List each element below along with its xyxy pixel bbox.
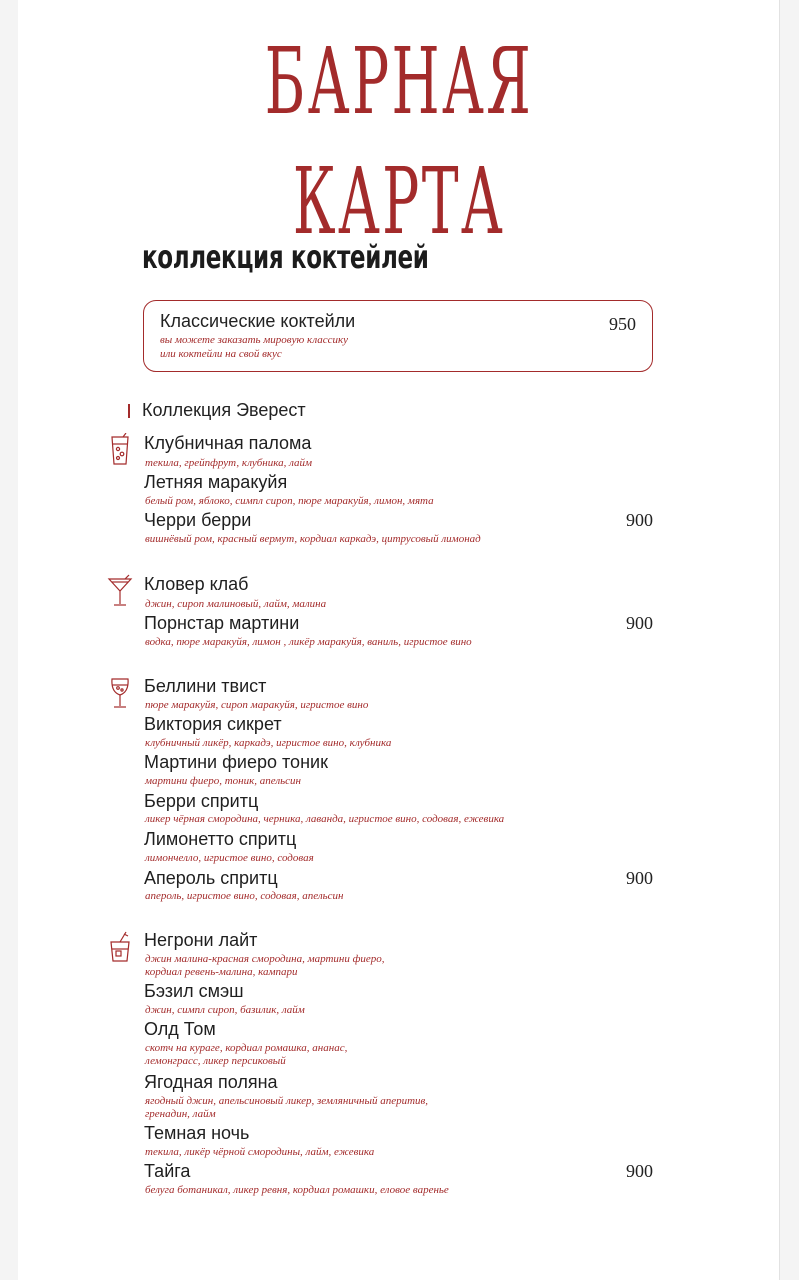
cocktail-desc: белый ром, яблоко, симпл сироп, пюре маракуйя, лимон, мята [145,495,434,507]
cocktail-desc: джин, сироп малиновый, лайм, малина [145,598,327,610]
cocktail-desc: текила, грейпфрут, клубника, лайм [145,457,313,469]
cocktail-desc: скотч на кураге, кордиал ромашка, ананас, [145,1042,348,1054]
cocktail-desc: белуга ботаникал, ликер ревня, кордиал ромашки, еловое варенье [145,1184,449,1196]
classic-cocktails-name: Классические коктейли [160,311,356,331]
group-price: 900 [626,868,653,888]
cocktail-name: Ягодная поляна [144,1072,278,1092]
cocktail-desc: ягодный джин, апельсиновый ликер, земляничный аперитив, [145,1095,429,1107]
rocks-glass-icon [106,930,134,964]
cocktail-name: Порнстар мартини [144,613,300,633]
classic-cocktails-price: 950 [609,314,636,334]
cocktail-desc: кордиал ревень-малина, кампари [145,966,298,978]
page-title: БАРНАЯ КАРТА [264,28,534,255]
page-edge [779,0,780,1280]
cocktail-desc: джин малина-красная смородина, мартини фиеро, [145,953,385,965]
cocktail-name: Берри спритц [144,791,259,811]
cocktail-desc: лимончелло, игристое вино, содовая [145,852,314,864]
cocktail-desc: лемонграсс, ликер персиковый [145,1055,286,1067]
cocktail-desc: мартини фиеро, тоник, апельсин [145,775,302,787]
classic-cocktails-box [143,300,653,372]
cocktail-name: Виктория сикрет [144,714,282,734]
cocktail-name: Негрони лайт [144,930,258,950]
classic-desc-line: вы можете заказать мировую классику [160,334,349,346]
cocktail-desc: гренадин, лайм [145,1108,216,1120]
cocktail-desc: джин, симпл сироп, базилик, лайм [145,1004,305,1016]
cocktail-name: Мартини фиеро тоник [144,752,328,772]
cocktail-desc: вишнёвый ром, красный вермут, кордиал каркадэ, цитрусовый лимонад [145,533,481,545]
cocktail-desc: пюре маракуйя, сироп маракуйя, игристое вино [145,699,369,711]
cocktail-name: Олд Том [144,1019,216,1039]
section-subtitle: коллекция коктейлей [142,238,429,276]
cocktail-name: Летняя маракуйя [144,472,288,492]
wine-glass-icon [106,676,134,710]
group-price: 900 [626,613,653,633]
collection-label: Коллекция Эверест [142,400,306,420]
cocktail-desc: апероль, игристое вино, содовая, апельсин [145,890,344,902]
classic-desc-line: или коктейли на свой вкус [160,348,282,360]
paloma-glass-icon [106,433,134,467]
cocktail-name: Черри берри [144,510,252,530]
cocktail-name: Бэзил смэш [144,981,244,1001]
cocktail-name: Лимонетто спритц [144,829,297,849]
cocktail-name: Беллини твист [144,676,267,696]
classic-cocktails-desc [160,333,348,361]
cocktail-name: Тайга [144,1161,191,1181]
cocktail-name: Кловер клаб [144,574,249,594]
cocktail-desc: водка, пюре маракуйя, лимон , ликёр маракуйя, ваниль, игристое вино [145,636,472,648]
martini-glass-icon [106,574,134,608]
cocktail-name: Апероль спритц [144,868,278,888]
menu-page [18,0,780,1280]
collection-divider [128,404,130,418]
cocktail-name: Темная ночь [144,1123,250,1143]
cocktail-name: Клубничная палома [144,433,312,453]
group-price: 900 [626,1161,653,1181]
group-price: 900 [626,510,653,530]
cocktail-desc: ликер чёрная смородина, черника, лаванда, игристое вино, содовая, ежевика [145,813,505,825]
cocktail-desc: текила, ликёр чёрной смородины, лайм, ежевика [145,1146,375,1158]
cocktail-desc: клубничный ликёр, каркадэ, игристое вино, клубника [145,737,392,749]
